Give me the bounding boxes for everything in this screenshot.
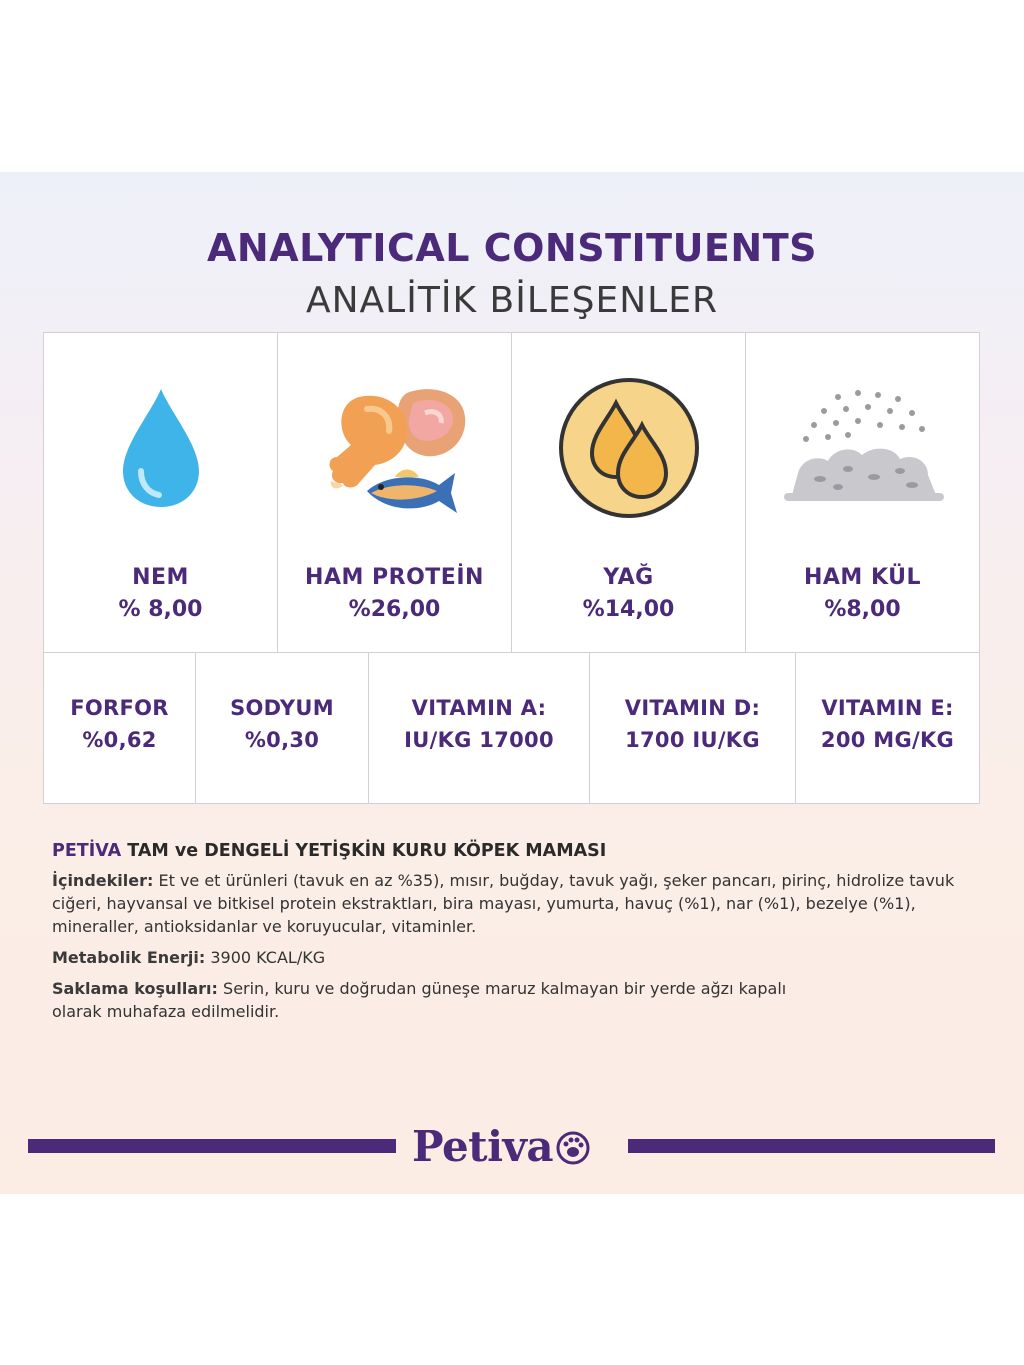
footer-bar-right [628,1139,995,1153]
constituent-label: VITAMIN D: [624,696,761,720]
constituent-label: SODYUM [230,696,334,720]
constituent-label: NEM [132,565,189,590]
constituent-label: FORFOR [70,696,169,720]
product-name: TAM ve DENGELİ YETİŞKİN KURU KÖPEK MAMASI [127,841,607,861]
secondary-constituents-grid [43,653,980,804]
constituent-value: IU/KG 17000 [404,728,554,752]
constituent-vitamin-e [796,653,979,803]
constituent-value: % 8,00 [118,597,203,622]
constituent-label: HAM PROTEİN [305,565,484,590]
product-heading [52,840,982,863]
metabolic-energy [52,946,982,969]
oil-drops-icon [512,363,745,533]
constituent-value: %0,62 [82,728,157,752]
ingredients [52,869,982,938]
title-english: ANALYTICAL CONSTITUENTS [207,226,817,270]
meat-fish-icon [278,363,511,533]
constituent-value: %0,30 [244,728,320,752]
energy-text: 3900 KCAL/KG [210,948,326,967]
title-turkish: ANALİTİK BİLEŞENLER [306,280,718,321]
constituent-value: %26,00 [348,597,441,622]
energy-key: Metabolik Enerji: [52,948,206,967]
constituent-sodium [196,653,369,803]
primary-constituents-grid [43,332,980,653]
constituent-label: VITAMIN A: [411,696,547,720]
constituent-label: YAĞ [603,565,654,590]
constituent-label: HAM KÜL [803,565,922,590]
ingredients-text: Et ve et ürünleri (tavuk en az %35), mısır, buğday, tavuk yağı, şeker pancarı, pirinç, hidrolize tavuk ciğeri, hayvansal ve bitkisel protein ekstraktları, bira mayası, yumurta, havuç (%1), nar (%1), bezelye (%1), mineraller, antioksidanlar ve koruyucular, vitaminler. [52,871,955,936]
constituent-vitamin-a [369,653,590,803]
constituent-value: 1700 IU/KG [625,728,760,752]
product-info [52,840,982,1031]
footer-bar-left [28,1139,396,1153]
constituent-ash [746,333,979,652]
storage-text: Serin, kuru ve doğrudan güneşe maruz kalmayan bir yerde ağzı kapalı olarak muhafaza edilmelidir. [52,979,787,1021]
brand-name: PETİVA [52,841,122,861]
constituent-protein [278,333,512,652]
constituent-label: VITAMIN E: [821,696,954,720]
logo-text: Petiva [412,1121,554,1171]
paw-badge-icon [555,1130,591,1166]
storage-conditions [52,977,812,1023]
constituent-vitamin-d [590,653,796,803]
constituent-value: %8,00 [824,597,901,622]
constituent-value: %14,00 [582,597,675,622]
constituent-moisture [44,333,278,652]
water-drop-icon [44,363,277,533]
constituent-phosphorus [44,653,196,803]
constituent-value: 200 MG/KG [820,728,955,752]
storage-key: Saklama koşulları: [52,979,218,998]
ash-pile-icon [746,363,979,533]
ingredients-key: İçindekiler: [52,871,154,890]
petiva-logo [412,1118,612,1174]
constituent-fat [512,333,746,652]
